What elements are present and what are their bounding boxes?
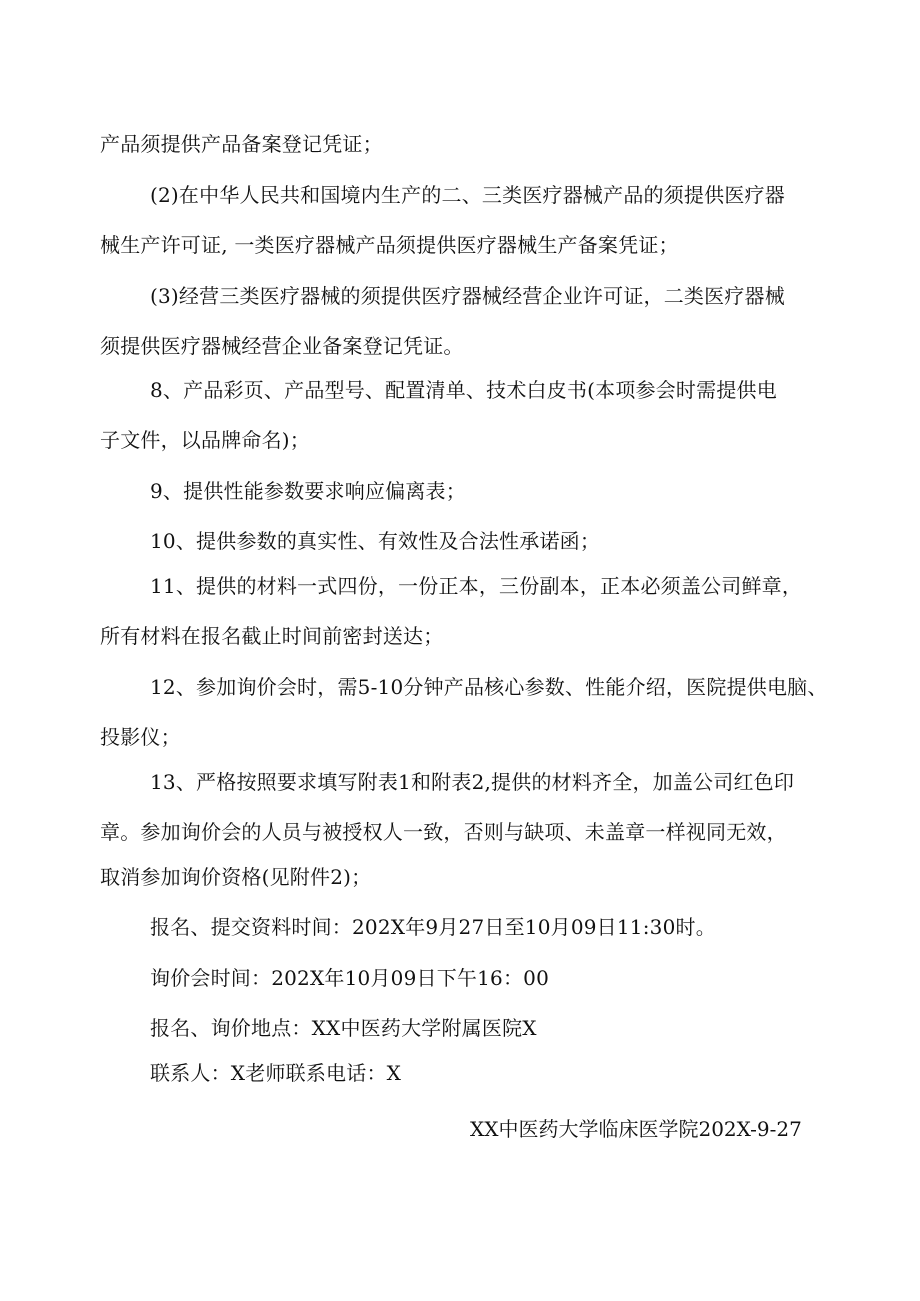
text-line: (2)在中华人民共和国境内生产的二、三类医疗器械产品的须提供医疗器 xyxy=(150,183,785,207)
text-line: 9、提供性能参数要求响应偏离表； xyxy=(150,479,466,503)
text-line: 联系人：X老师联系电话：X xyxy=(150,1061,402,1085)
text-line: 报名、提交资料时间：202X年9月27日至10月09日11:30时。 xyxy=(150,915,716,939)
text-line: 所有材料在报名截止时间前密封送达； xyxy=(100,624,444,648)
text-line: 取消参加询价资格(见附件2)； xyxy=(100,865,372,889)
text-line: 投影仪； xyxy=(100,725,181,749)
text-line: 11、提供的材料一式四份，一份正本，三份副本，正本必须盖公司鲜章， xyxy=(150,574,803,598)
text-line: 械生产许可证, 一类医疗器械产品须提供医疗器械生产备案凭证； xyxy=(100,233,679,257)
text-line: (3)经营三类医疗器械的须提供医疗器械经营企业许可证，二类医疗器械 xyxy=(150,284,785,308)
text-line: 须提供医疗器械经营企业备案登记凭证。 xyxy=(100,334,464,358)
text-line: 子文件，以品牌命名)； xyxy=(100,428,311,452)
signature-date: XX中医药大学临床医学院202X-9-27 xyxy=(470,1117,802,1141)
text-line: 章。参加询价会的人员与被授权人一致，否则与缺项、未盖章一样视同无效， xyxy=(100,820,787,844)
text-line: 10、提供参数的真实性、有效性及合法性承诺函； xyxy=(150,529,601,553)
text-line: 产品须提供产品备案登记凭证； xyxy=(100,132,383,156)
text-line: 询价会时间：202X年10月09日下午16：00 xyxy=(150,966,550,990)
text-line: 13、严格按照要求填写附表1和附表2,提供的材料齐全，加盖公司红色印 xyxy=(150,770,795,794)
text-line: 报名、询价地点：XX中医药大学附属医院X xyxy=(150,1016,537,1040)
text-line: 8、产品彩页、产品型号、配置清单、技术白皮书(本项参会时需提供电 xyxy=(150,378,777,402)
text-line: 12、参加询价会时，需5-10分钟产品核心参数、性能介绍，医院提供电脑、 xyxy=(150,675,828,699)
